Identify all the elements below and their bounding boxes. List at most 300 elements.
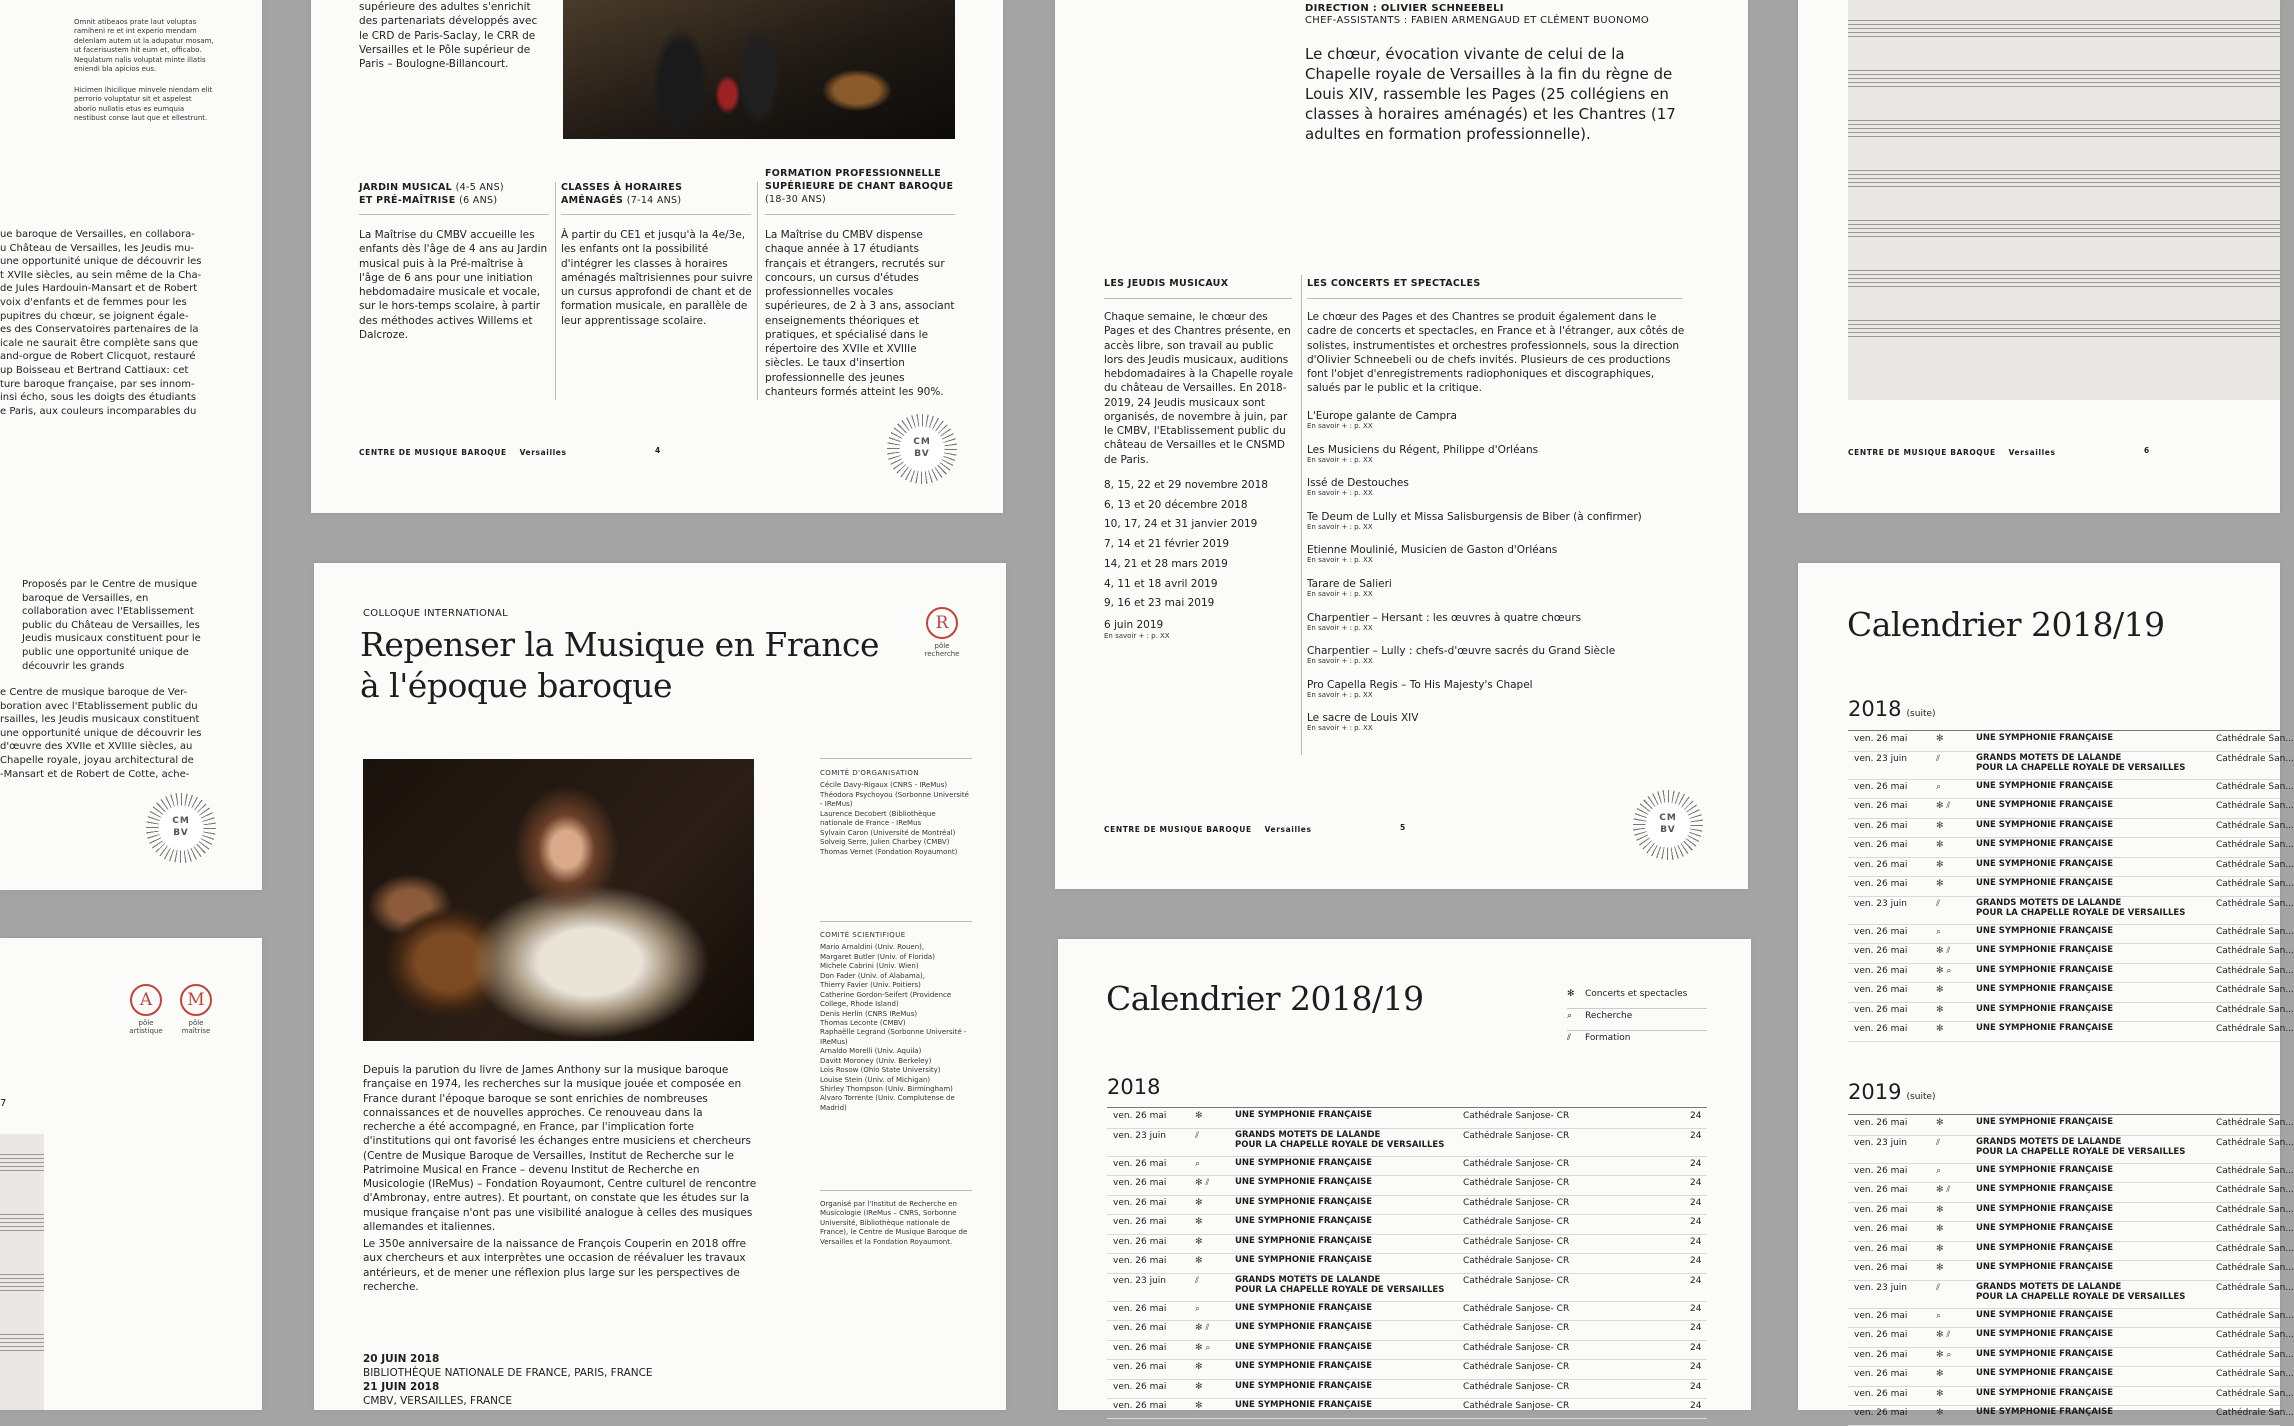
row-title: UNE SYMPHONIE FRANÇAISE xyxy=(1235,1216,1373,1226)
row-venue: Cathédrale San... xyxy=(2216,898,2294,909)
row-category-icon: ⌕ xyxy=(1936,1310,1942,1321)
row-venue: Cathédrale San... xyxy=(2216,781,2294,792)
row-category-icon: ✻ xyxy=(1936,1263,1944,1273)
calendar-row xyxy=(1848,896,2294,925)
row-venue: Cathédrale San... xyxy=(2216,1408,2294,1418)
row-title: UNE SYMPHONIE FRANÇAISE xyxy=(1976,1164,2114,1175)
row-category-icon: ✻ xyxy=(1195,1362,1203,1372)
row-title: GRANDS MOTETS DE LALANDE POUR LA CHAPELLE ROYALE DE VERSAILLES xyxy=(1976,1281,2186,1302)
row-venue: Cathédrale San... xyxy=(2216,1004,2294,1015)
row-date: ven. 26 mai xyxy=(1854,926,1908,937)
calendar-row xyxy=(1848,818,2294,839)
row-title: UNE SYMPHONIE FRANÇAISE xyxy=(1976,964,2114,975)
lute-player-painting xyxy=(363,759,754,1041)
calendar-title: Calendrier 2018/19 xyxy=(1106,979,1424,1018)
cmbv-logo: CM BV xyxy=(887,414,957,484)
row-category-icon: ✻ ⌕ xyxy=(1195,1342,1211,1353)
row-category-icon: ✻ ⫽ xyxy=(1936,1330,1951,1340)
row-venue: Cathédrale San... xyxy=(2216,1263,2294,1273)
score-fragment xyxy=(0,1134,44,1410)
row-category-icon: ✻ ⌕ xyxy=(1936,1349,1952,1360)
row-venue: Cathédrale San... xyxy=(2216,1310,2294,1321)
row-title: UNE SYMPHONIE FRANÇAISE xyxy=(1235,1177,1373,1187)
row-venue: Cathédrale Sanjose- CR xyxy=(1463,1275,1570,1286)
row-category-icon: ✻ xyxy=(1936,1024,1944,1034)
row-date: ven. 23 juin xyxy=(1113,1130,1167,1141)
row-title: UNE SYMPHONIE FRANÇAISE xyxy=(1235,1361,1373,1371)
row-category-icon: ✻ ⫽ xyxy=(1936,946,1951,956)
row-category-icon: ✻ xyxy=(1936,1224,1944,1234)
row-title: UNE SYMPHONIE FRANÇAISE xyxy=(1235,1302,1373,1313)
row-date: ven. 26 mai xyxy=(1113,1236,1167,1247)
row-venue: Cathédrale San... xyxy=(2216,1137,2294,1148)
row-venue: Cathédrale San... xyxy=(2216,946,2294,956)
row-date: ven. 26 mai xyxy=(1854,1004,1908,1015)
row-date: ven. 26 mai xyxy=(1854,734,1908,744)
row-page: 24 xyxy=(1690,1275,1702,1286)
row-title: GRANDS MOTETS DE LALANDE POUR LA CHAPELLE ROYALE DE VERSAILLES xyxy=(1976,752,2186,773)
row-title: UNE SYMPHONIE FRANÇAISE xyxy=(1235,1235,1373,1246)
calendar-row xyxy=(1107,1128,1707,1157)
calendar-row xyxy=(1848,1163,2294,1184)
col2-text: À partir du CE1 et jusqu'à la 4e/3e, les enfants ont la possibilité d'intégrer les classes à horaires aménagés maîtrisiennes pour suivre un cursus approfondi de chant et de formation musicale, en parallèle de leur apprentissage scolaire. xyxy=(561,229,753,327)
calendar-row xyxy=(1107,1214,1707,1235)
concerts-title: LES CONCERTS ET SPECTACLES xyxy=(1307,278,1481,289)
row-venue: Cathédrale Sanjose- CR xyxy=(1463,1236,1570,1247)
row-title: GRANDS MOTETS DE LALANDE POUR LA CHAPELLE ROYALE DE VERSAILLES xyxy=(1976,897,2186,918)
row-venue: Cathédrale San... xyxy=(2216,1243,2294,1254)
row-title: UNE SYMPHONIE FRANÇAISE xyxy=(1976,1407,2114,1417)
calendar-row xyxy=(1848,779,2294,800)
calendar-row xyxy=(1848,857,2294,878)
year-heading-2019: 2019 (suite) xyxy=(1848,1080,1936,1104)
row-title: UNE SYMPHONIE FRANÇAISE xyxy=(1976,733,2114,743)
col3-title: FORMATION PROFESSIONNELLE SUPÉRIEURE DE CHANT BAROQUE (18-30 ANS) xyxy=(765,168,954,205)
calendar-row xyxy=(1848,1405,2294,1426)
row-page: 24 xyxy=(1690,1256,1702,1266)
calendar-row xyxy=(1107,1340,1707,1361)
row-category-icon: ✻ xyxy=(1936,1243,1944,1254)
calendar-row xyxy=(1848,1280,2294,1309)
row-page: 24 xyxy=(1690,1158,1702,1169)
row-category-icon: ✻ xyxy=(1936,734,1944,744)
row-page: 24 xyxy=(1690,1217,1702,1227)
row-category-icon: ✻ xyxy=(1936,985,1944,995)
jeudis-text: Chaque semaine, le chœur des Pages et des Chantres présente, en accès libre, son travail au public lors des Jeudis musicaux, auditions hebdomadaires à la Chapelle royale du château de Versailles. En 2018-2019, 24 Jeudis musicaux sont organisés, de novembre à juin, par le CMBV, l'Etablissement public du château de Versailles et le CNSMD de Paris. xyxy=(1104,311,1294,466)
row-category-icon: ⫽ xyxy=(1195,1130,1200,1141)
row-venue: Cathédrale San... xyxy=(2216,1369,2294,1379)
cmbv-logo: CM BV xyxy=(1633,790,1703,860)
event-dates: 20 JUIN 2018 BIBLIOTHÈQUE NATIONALE DE FRANCE, PARIS, FRANCE 21 JUIN 2018 CMBV, VERSAILLES, FRANCE xyxy=(363,1353,653,1407)
row-category-icon: ⌕ xyxy=(1936,1165,1942,1176)
row-title: UNE SYMPHONIE FRANÇAISE xyxy=(1976,819,2114,830)
row-category-icon: ⌕ xyxy=(1936,926,1942,937)
calendar-row xyxy=(1848,1386,2294,1407)
row-category-icon: ⫽ xyxy=(1936,1282,1941,1293)
calendar-row xyxy=(1107,1234,1707,1255)
calendar-row xyxy=(1107,1175,1707,1196)
row-venue: Cathédrale San... xyxy=(2216,1224,2294,1234)
calendar-row xyxy=(1848,1135,2294,1164)
row-venue: Cathédrale San... xyxy=(2216,1185,2294,1195)
col1-title: JARDIN MUSICAL (4-5 ANS) ET PRÉ-MAÎTRISE (6 ANS) xyxy=(359,182,504,206)
row-title: UNE SYMPHONIE FRANÇAISE xyxy=(1976,1387,2114,1398)
row-category-icon: ✻ xyxy=(1195,1381,1203,1392)
row-title: UNE SYMPHONIE FRANÇAISE xyxy=(1235,1380,1373,1391)
row-category-icon: ✻ xyxy=(1936,1204,1944,1215)
row-category-icon: ✻ xyxy=(1936,1408,1944,1418)
calendar-legend: ✻ Concerts et spectacles ⌕ Recherche ⫽ Formation xyxy=(1567,989,1707,1052)
row-page: 24 xyxy=(1690,1111,1702,1121)
lead-text: Le chœur, évocation vivante de celui de la Chapelle royale de Versailles à la fin du règne de Louis XIV, rassemble les Pages (25 collégiens en classes à horaires aménagés) et les Chantres (17 adultes en formation professionnelle). xyxy=(1305,45,1676,144)
row-date: ven. 26 mai xyxy=(1854,1118,1908,1128)
row-title: UNE SYMPHONIE FRANÇAISE xyxy=(1976,858,2114,869)
row-title: GRANDS MOTETS DE LALANDE POUR LA CHAPELLE ROYALE DE VERSAILLES xyxy=(1235,1129,1445,1150)
row-date: ven. 26 mai xyxy=(1854,1330,1908,1340)
calendar-row xyxy=(1107,1379,1707,1400)
calendar-row xyxy=(1107,1273,1707,1302)
row-venue: Cathédrale San... xyxy=(2216,1282,2294,1293)
row-category-icon: ⌕ xyxy=(1195,1158,1201,1169)
row-venue: Cathédrale San... xyxy=(2216,820,2294,831)
row-title: UNE SYMPHONIE FRANÇAISE xyxy=(1235,1196,1373,1207)
row-page: 24 xyxy=(1690,1401,1702,1411)
row-title: UNE SYMPHONIE FRANÇAISE xyxy=(1976,1329,2114,1339)
calendar-title: Calendrier 2018/19 xyxy=(1847,605,2165,644)
calendar-row xyxy=(1848,876,2294,897)
year-heading-2018: 2018 (suite) xyxy=(1848,697,1936,721)
row-title: UNE SYMPHONIE FRANÇAISE xyxy=(1235,1110,1373,1120)
row-venue: Cathédrale San... xyxy=(2216,801,2294,811)
calendar-row xyxy=(1107,1108,1707,1129)
body-column: ue baroque de Versailles, en collabora- u Château de Versailles, les Jeudis mu- une opportunité unique de découvrir les t XVIIe siècles, au sein même de la Cha- de Jules Hardouin-Mansart et de Robert voix d'enfants et de femmes pour les pupitres du chœur, se joignent égale- es des Conservatoires partenaires de la icale ne saurait être complète sans que and-orgue de Robert Clicquot, restauré up Boisseau et Bertrand Cattiaux: cet ture baroque française, par ses innom- insi écho, sous les doigts des étudiants e Paris, aux couleurs incomparables du xyxy=(0,229,202,417)
row-date: ven. 26 mai xyxy=(1854,946,1908,956)
row-category-icon: ⫽ xyxy=(1936,753,1941,764)
row-venue: Cathédrale Sanjose- CR xyxy=(1463,1256,1570,1266)
row-venue: Cathédrale San... xyxy=(2216,926,2294,937)
footer-label: CENTRE DE MUSIQUE BAROQUE Versailles xyxy=(1104,825,1312,834)
row-venue: Cathédrale Sanjose- CR xyxy=(1463,1401,1570,1411)
row-venue: Cathédrale San... xyxy=(2216,859,2294,870)
row-category-icon: ✻ xyxy=(1936,1388,1944,1399)
col2-title: CLASSES À HORAIRES AMÉNAGÉS (7-14 ANS) xyxy=(561,182,683,206)
concerts-text: Le chœur des Pages et des Chantres se produit également dans le cadre de concerts et spectacles, en France et à l'étranger, aux côtés de solistes, instrumentistes et orchestres professionnels, sous la direction d'Olivier Schneebeli ou de chefs invités. Plusieurs de ces productions font l'objet d'enregistrements radiophoniques et discographiques, salués par le public et la critique. xyxy=(1307,311,1685,395)
row-page: 24 xyxy=(1690,1362,1702,1372)
calendar-row xyxy=(1848,1241,2294,1262)
page-maitrise xyxy=(311,0,1003,513)
row-date: ven. 26 mai xyxy=(1854,1024,1908,1034)
row-title: UNE SYMPHONIE FRANÇAISE xyxy=(1235,1341,1373,1352)
calendar-row xyxy=(1848,1202,2294,1223)
row-venue: Cathédrale Sanjose- CR xyxy=(1463,1323,1570,1333)
row-date: ven. 26 mai xyxy=(1113,1111,1167,1121)
calendar-row xyxy=(1107,1359,1707,1380)
row-title: UNE SYMPHONIE FRANÇAISE xyxy=(1976,1203,2114,1214)
row-page: 24 xyxy=(1690,1130,1702,1141)
row-venue: Cathédrale San... xyxy=(2216,985,2294,995)
calendar-table xyxy=(1107,1107,1707,1411)
page-number: 7 xyxy=(0,1098,7,1109)
row-category-icon: ✻ xyxy=(1936,1118,1944,1128)
calendar-row xyxy=(1848,1366,2294,1387)
row-date: ven. 26 mai xyxy=(1854,1369,1908,1379)
row-venue: Cathédrale Sanjose- CR xyxy=(1463,1158,1570,1169)
row-date: ven. 26 mai xyxy=(1113,1323,1167,1333)
concert-icon: ✻ xyxy=(1567,989,1575,999)
row-venue: Cathédrale Sanjose- CR xyxy=(1463,1303,1570,1314)
jeudis-title: LES JEUDIS MUSICAUX xyxy=(1104,278,1229,289)
row-title: UNE SYMPHONIE FRANÇAISE xyxy=(1235,1400,1373,1410)
row-category-icon: ✻ ⫽ xyxy=(1195,1323,1210,1333)
row-date: ven. 26 mai xyxy=(1854,965,1908,976)
row-date: ven. 26 mai xyxy=(1113,1256,1167,1266)
row-category-icon: ✻ ⫽ xyxy=(1936,1185,1951,1195)
calendar-row xyxy=(1107,1156,1707,1177)
row-category-icon: ✻ xyxy=(1936,859,1944,870)
row-date: ven. 26 mai xyxy=(1113,1381,1167,1392)
row-venue: Cathédrale San... xyxy=(2216,1349,2294,1360)
body-text-2: Le 350e anniversaire de la naissance de François Couperin en 2018 offre aux chercheurs et aux interprètes une occasion de réévaluer les travaux antérieurs, et de mener une réflexion plus large sur les perspectives de recherche. xyxy=(363,1238,746,1293)
row-venue: Cathédrale San... xyxy=(2216,1204,2294,1215)
row-category-icon: ✻ ⫽ xyxy=(1936,801,1951,811)
row-date: ven. 26 mai xyxy=(1854,1388,1908,1399)
row-title: UNE SYMPHONIE FRANÇAISE xyxy=(1976,925,2114,936)
row-category-icon: ✻ xyxy=(1936,1004,1944,1015)
row-date: ven. 23 juin xyxy=(1854,898,1908,909)
row-date: ven. 26 mai xyxy=(1113,1217,1167,1227)
row-category-icon: ✻ xyxy=(1936,1369,1944,1379)
row-venue: Cathédrale San... xyxy=(2216,840,2294,850)
row-category-icon: ✻ ⫽ xyxy=(1195,1178,1210,1188)
sci-committee: COMITÉ SCIENTIFIQUE Mario Arnaldini (Univ. Rouen), Margaret Butler (Univ. of Florida) Michele Cabrini (Univ. Wien) Don Fader (Univ. of Alabama), Thierry Favier (Univ. Poitiers) Catherine Gordon-Seifert (Providence College, Rhode Island) Denis Herlin (CNRS IReMus) Thomas Leconte (CMBV) Raphaëlle Legrand (Sorbonne Université - IReMus) Arnaldo Morelli (Univ. Aquila) Davitt Moroney (Univ. Berkeley) Lois Rosow (Ohio State University) Louise Stein (Univ. of Michigan) Shirley Thompson (Univ. Birmingham) Alvaro Torrente (Univ. Complutense de Madrid) xyxy=(820,931,967,1112)
row-venue: Cathédrale Sanjose- CR xyxy=(1463,1362,1570,1372)
page-title: Repenser la Musique en France à l'époque baroque xyxy=(360,625,880,705)
row-page: 24 xyxy=(1690,1323,1702,1333)
row-venue: Cathédrale Sanjose- CR xyxy=(1463,1217,1570,1227)
row-page: 24 xyxy=(1690,1178,1702,1188)
calendar-row xyxy=(1107,1195,1707,1216)
row-page: 24 xyxy=(1690,1342,1702,1353)
row-venue: Cathédrale San... xyxy=(2216,734,2294,744)
score-image xyxy=(1848,0,2280,400)
row-date: ven. 26 mai xyxy=(1854,801,1908,811)
row-category-icon: ✻ xyxy=(1195,1401,1203,1411)
row-venue: Cathédrale Sanjose- CR xyxy=(1463,1381,1570,1392)
row-page: 24 xyxy=(1690,1236,1702,1247)
organizer-note: Organisé par l'Institut de Recherche en Musicologie (IReMus – CNRS, Sorbonne Université, Bibliothèque nationale de France), le Centre de Musique Baroque de Versailles et la Fondation Royaumont. xyxy=(820,1200,968,1246)
calendar-row xyxy=(1848,924,2294,945)
row-venue: Cathédrale Sanjose- CR xyxy=(1463,1130,1570,1141)
row-date: ven. 26 mai xyxy=(1854,840,1908,850)
calendar-row xyxy=(1107,1398,1707,1419)
intro-text: supérieure des adultes s'enrichit des partenariats développés avec le CRD de Paris-Saclay, le CRR de Versailles et le Pôle supérieur de Paris – Boulogne-Billancourt. xyxy=(359,1,538,71)
row-title: UNE SYMPHONIE FRANÇAISE xyxy=(1976,1262,2114,1272)
row-category-icon: ✻ xyxy=(1936,879,1944,889)
direction: DIRECTION : OLIVIER SCHNEEBELI xyxy=(1305,3,1504,14)
kicker: COLLOQUE INTERNATIONAL xyxy=(363,608,508,619)
row-page: 24 xyxy=(1690,1197,1702,1208)
calendar-row xyxy=(1848,751,2294,780)
calendar-row xyxy=(1848,731,2294,752)
row-title: UNE SYMPHONIE FRANÇAISE xyxy=(1976,1223,2114,1233)
row-category-icon: ⌕ xyxy=(1936,781,1942,792)
row-page: 24 xyxy=(1690,1303,1702,1314)
row-category-icon: ✻ xyxy=(1195,1236,1203,1247)
row-title: UNE SYMPHONIE FRANÇAISE xyxy=(1976,1003,2114,1014)
intro-small-text: Omnit atibeaos prate laut voluptas ramiheni re et int experio mendam delenlam autem ut la adupatur mosam, ut facerisustem hit eum et, officabo. Nequlatum nalis voluptat minte illatis eniendi bla apicios eus. xyxy=(74,18,214,74)
row-date: ven. 23 juin xyxy=(1854,1137,1908,1148)
row-category-icon: ⫽ xyxy=(1195,1275,1200,1286)
org-committee: COMITÉ D'ORGANISATION Cécile Davy-Rigaux (CNRS - IReMus) Théodora Psychoyou (Sorbonne Université - IReMus) Laurence Decobert (Bibliothèque nationale de France - IReMus Sylvain Caron (Université de Montréal) Solveig Serre, Julien Charbey (CMBV) Thomas Vernet (Fondation Royaumont) xyxy=(820,769,969,856)
calendar-row xyxy=(1107,1253,1707,1274)
row-venue: Cathédrale San... xyxy=(2216,1165,2294,1176)
row-date: ven. 26 mai xyxy=(1113,1197,1167,1208)
row-title: UNE SYMPHONIE FRANÇAISE xyxy=(1976,984,2114,994)
row-category-icon: ✻ xyxy=(1195,1197,1203,1208)
assistants: CHEF-ASSISTANTS : FABIEN ARMENGAUD ET CLÉMENT BUONOMO xyxy=(1305,15,1650,26)
page-number: 6 xyxy=(2144,446,2150,455)
row-date: ven. 26 mai xyxy=(1854,1349,1908,1360)
row-title: UNE SYMPHONIE FRANÇAISE xyxy=(1976,878,2114,888)
row-date: ven. 26 mai xyxy=(1113,1401,1167,1411)
row-title: UNE SYMPHONIE FRANÇAISE xyxy=(1976,1023,2114,1033)
calendar-row xyxy=(1848,1182,2294,1203)
calendar-row xyxy=(1848,963,2294,984)
row-venue: Cathédrale San... xyxy=(2216,753,2294,764)
row-date: ven. 23 juin xyxy=(1854,753,1908,764)
page-left-top xyxy=(0,0,262,890)
calendar-row xyxy=(1848,982,2294,1003)
row-venue: Cathédrale San... xyxy=(2216,965,2294,976)
page-calendrier xyxy=(1058,939,1751,1410)
row-title: UNE SYMPHONIE FRANÇAISE xyxy=(1976,1242,2114,1253)
pole-artistique: A pôle artistique xyxy=(118,984,174,1036)
row-venue: Cathédrale San... xyxy=(2216,1024,2294,1034)
row-category-icon: ✻ xyxy=(1195,1217,1203,1227)
training-icon: ⫽ xyxy=(1567,1033,1572,1043)
row-title: GRANDS MOTETS DE LALANDE POUR LA CHAPELLE ROYALE DE VERSAILLES xyxy=(1235,1274,1445,1295)
row-date: ven. 26 mai xyxy=(1854,1263,1908,1273)
row-page: 24 xyxy=(1690,1381,1702,1392)
calendar-row xyxy=(1848,1260,2294,1281)
research-icon: ⌕ xyxy=(1567,1011,1573,1021)
row-title: UNE SYMPHONIE FRANÇAISE xyxy=(1976,945,2114,955)
calendar-row xyxy=(1848,943,2294,964)
calendar-row xyxy=(1107,1320,1707,1341)
row-title: UNE SYMPHONIE FRANÇAISE xyxy=(1235,1157,1373,1168)
concert-photo xyxy=(563,0,955,139)
row-venue: Cathédrale San... xyxy=(2216,1118,2294,1128)
page-score xyxy=(1798,0,2280,513)
body-column-b: Proposés par le Centre de musique baroque de Versailles, en collaboration avec l'Etablissement public du Château de Versailles, les Jeudis musicaux constituent pour le public une opportunité unique de découvrir les grands xyxy=(22,579,201,672)
row-date: ven. 26 mai xyxy=(1113,1303,1167,1314)
calendar-row xyxy=(1848,1002,2294,1023)
col3-text: La Maîtrise du CMBV dispense chaque année à 17 étudiants français et étrangers, recrutés sur concours, un cursus d'études professionnelles vocales supérieures, de 2 à 3 ans, associant enseignements théoriques et pratiques, et spécialisé dans le répertoire des XVIIe et XVIIIe siècles. Le taux d'insertion professionnelle des jeunes chanteurs formés atteint les 90%. xyxy=(765,229,955,398)
row-title: GRANDS MOTETS DE LALANDE POUR LA CHAPELLE ROYALE DE VERSAILLES xyxy=(1976,1136,2186,1157)
page-number: 4 xyxy=(655,446,661,455)
row-date: ven. 26 mai xyxy=(1854,859,1908,870)
row-date: ven. 23 juin xyxy=(1854,1282,1908,1293)
row-date: ven. 26 mai xyxy=(1854,985,1908,995)
row-date: ven. 26 mai xyxy=(1854,1224,1908,1234)
cmbv-logo: CM BV xyxy=(146,793,216,863)
footer-label: CENTRE DE MUSIQUE BAROQUE Versailles xyxy=(1848,448,2056,457)
row-title: UNE SYMPHONIE FRANÇAISE xyxy=(1976,1368,2114,1378)
page-left-bottom xyxy=(0,938,262,1410)
row-date: ven. 23 juin xyxy=(1113,1275,1167,1286)
calendar-row xyxy=(1848,1327,2294,1348)
row-title: UNE SYMPHONIE FRANÇAISE xyxy=(1976,1117,2114,1127)
calendar-row xyxy=(1848,1221,2294,1242)
calendar-row xyxy=(1848,837,2294,858)
calendar-row xyxy=(1848,1115,2294,1136)
row-date: ven. 26 mai xyxy=(1854,879,1908,889)
row-venue: Cathédrale San... xyxy=(2216,1330,2294,1340)
row-date: ven. 26 mai xyxy=(1113,1178,1167,1188)
row-title: UNE SYMPHONIE FRANÇAISE xyxy=(1976,839,2114,849)
calendar-table-2018 xyxy=(1848,730,2294,1034)
row-venue: Cathédrale San... xyxy=(2216,1388,2294,1399)
page-choeur xyxy=(1055,0,1748,889)
row-title: UNE SYMPHONIE FRANÇAISE xyxy=(1976,800,2114,810)
col1-text: La Maîtrise du CMBV accueille les enfants dès l'âge de 4 ans au Jardin musical puis à la Pré-maîtrise à l'âge de 6 ans pour une initiation hebdomadaire musicale et vocale, sur le hors-temps scolaire, à partir des méthodes actives Willems et Dalcroze. xyxy=(359,229,548,341)
calendar-row xyxy=(1107,1301,1707,1322)
row-title: UNE SYMPHONIE FRANÇAISE xyxy=(1235,1255,1373,1265)
row-date: ven. 26 mai xyxy=(1854,1243,1908,1254)
body-column-c: e Centre de musique baroque de Ver- boration avec l'Etablissement public du rsailles, les Jeudis musicaux constituent une opportunité unique de découvrir les d'œuvre des XVIIe et XVIIIe siècles, au Chapelle royale, joyau architectural de -Mansart et de Robert de Cotte, ache- xyxy=(0,687,202,780)
row-venue: Cathédrale Sanjose- CR xyxy=(1463,1342,1570,1353)
row-title: UNE SYMPHONIE FRANÇAISE xyxy=(1976,1348,2114,1359)
row-date: ven. 26 mai xyxy=(1854,1408,1908,1418)
row-date: ven. 26 mai xyxy=(1854,1165,1908,1176)
row-date: ven. 26 mai xyxy=(1113,1158,1167,1169)
footer-label: CENTRE DE MUSIQUE BAROQUE Versailles xyxy=(359,448,567,457)
row-category-icon: ✻ xyxy=(1936,840,1944,850)
row-date: ven. 26 mai xyxy=(1854,1185,1908,1195)
row-date: ven. 26 mai xyxy=(1854,781,1908,792)
pole-recherche: R pôle recherche xyxy=(912,607,972,659)
row-date: ven. 26 mai xyxy=(1854,1204,1908,1215)
row-venue: Cathédrale San... xyxy=(2216,879,2294,889)
calendar-row xyxy=(1848,798,2294,819)
row-category-icon: ✻ xyxy=(1195,1111,1203,1121)
page-number: 5 xyxy=(1400,823,1406,832)
row-date: ven. 26 mai xyxy=(1854,1310,1908,1321)
row-category-icon: ✻ xyxy=(1936,820,1944,831)
intro-small-text-2: Hicimen Ihicilique minvele niendam elit perrorio voluptatur sit et aspelest aborio nullatis etus es eumquia nestibust conse laut que et ellestrunt. xyxy=(74,86,213,123)
pole-maitrise: M pôle maîtrise xyxy=(168,984,224,1036)
row-category-icon: ⫽ xyxy=(1936,1137,1941,1148)
row-category-icon: ⫽ xyxy=(1936,898,1941,909)
row-title: UNE SYMPHONIE FRANÇAISE xyxy=(1976,780,2114,791)
calendar-row xyxy=(1848,1021,2294,1042)
row-date: ven. 26 mai xyxy=(1854,820,1908,831)
row-category-icon: ✻ ⌕ xyxy=(1936,965,1952,976)
body-text-1: Depuis la parution du livre de James Anthony sur la musique baroque française en 1974, les recherches sur la musique jouée et composée en France durant l'époque baroque se sont enrichies de nombreuses connaissances et de nouvelles approches. Ce renouveau dans la recherche a été accompagné, en France, par l'implication forte d'institutions qui ont favorisé les échanges entre musiciens et chercheurs (Centre de Musique Baroque de Versailles, Institut de Recherche sur le Patrimoine Musical en France – devenu Institut de Recherche en Musicologie (IReMus) – Fondation Royaumont, Centre culturel de rencontre d'Ambronay, entre autres). Et pourtant, on constate que les études sur la musique française n'ont pas une visibilité analogue à celles des musiques allemandes et italiennes. xyxy=(363,1064,757,1233)
row-title: UNE SYMPHONIE FRANÇAISE xyxy=(1976,1184,2114,1194)
row-date: ven. 26 mai xyxy=(1113,1342,1167,1353)
row-date: ven. 26 mai xyxy=(1113,1362,1167,1372)
calendar-table-2019 xyxy=(1848,1114,2294,1418)
page-colloque xyxy=(314,563,1006,1410)
row-venue: Cathédrale Sanjose- CR xyxy=(1463,1197,1570,1208)
row-category-icon: ✻ xyxy=(1195,1256,1203,1266)
calendar-row xyxy=(1848,1347,2294,1368)
row-venue: Cathédrale Sanjose- CR xyxy=(1463,1178,1570,1188)
row-title: UNE SYMPHONIE FRANÇAISE xyxy=(1235,1322,1373,1332)
year-heading: 2018 xyxy=(1107,1075,1161,1099)
row-venue: Cathédrale Sanjose- CR xyxy=(1463,1111,1570,1121)
